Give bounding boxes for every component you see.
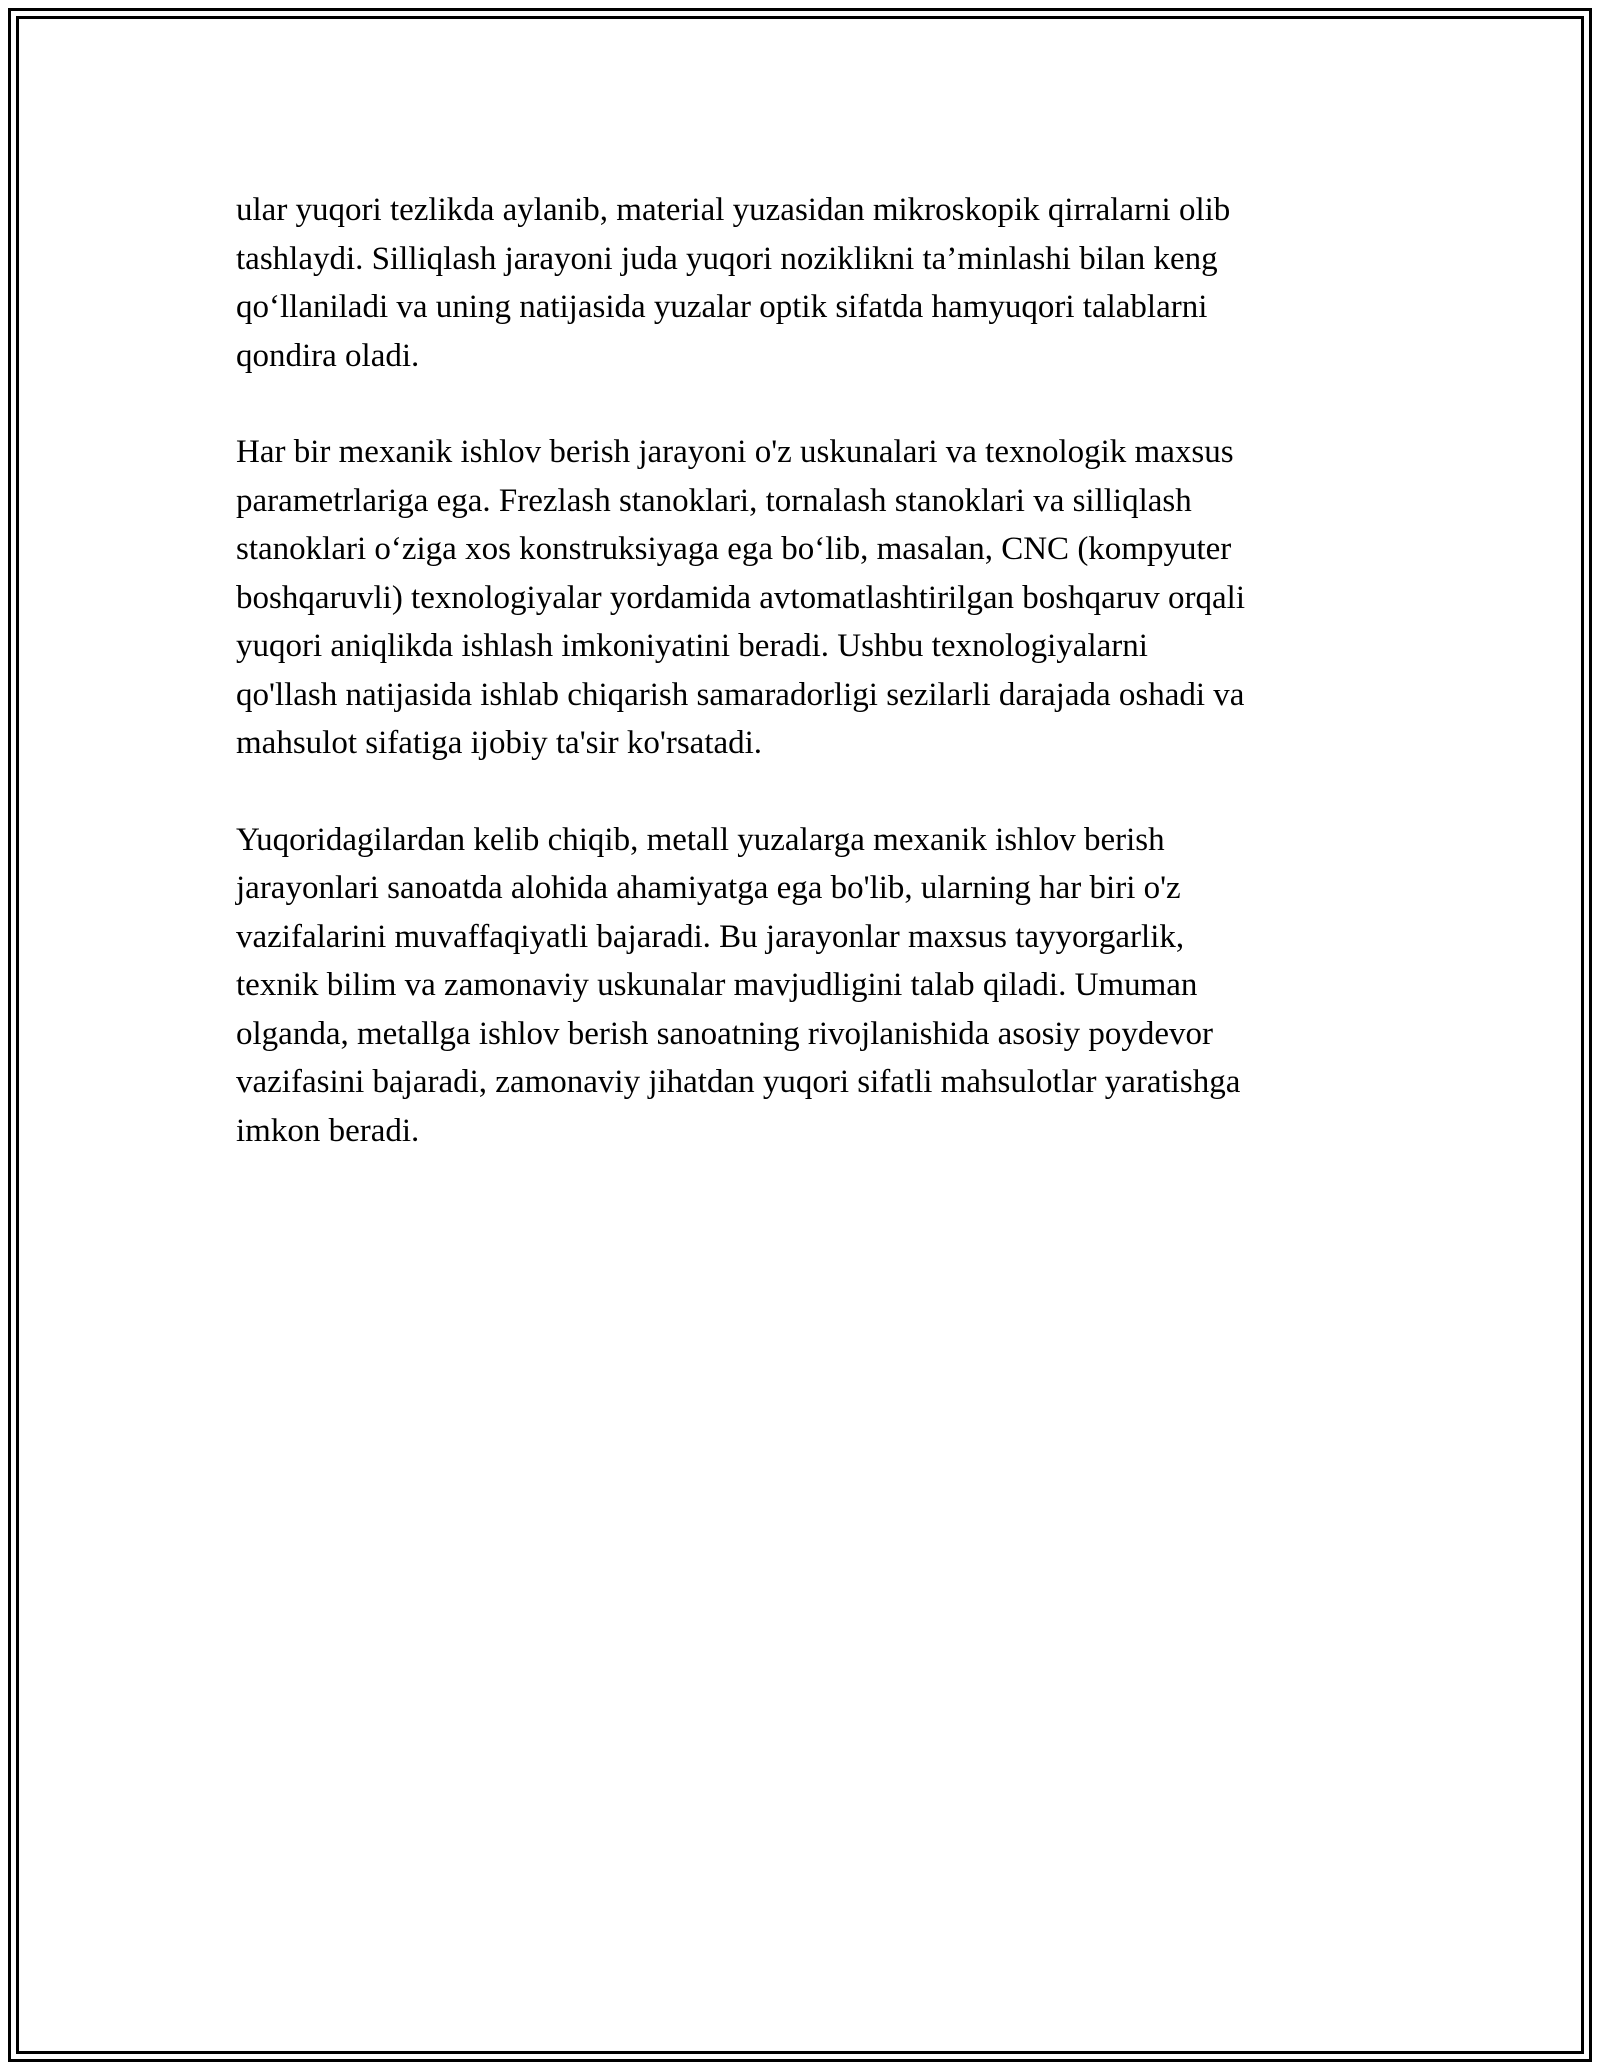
text-line: Yuqoridagilardan kelib chiqib, metall yuzalarga mexanik ishlov berish bbox=[236, 821, 1165, 858]
text-line: yuqori aniqlikda ishlash imkoniyatini beradi. Ushbu texnologiyalarni bbox=[236, 628, 1148, 664]
text-line: imkon beradi. bbox=[236, 1112, 420, 1149]
text-line: qo‘llaniladi va uning natijasida yuzalar optik sifatda hamyuqori talablarni bbox=[236, 289, 1208, 325]
text-line: ular yuqori tezlikda aylanib, material yuzasidan mikroskopik qirralarni olib bbox=[236, 192, 1231, 228]
text-line: Har bir mexanik ishlov berish jarayoni o'z uskunalari va texnologik maxsus bbox=[236, 434, 1234, 470]
text-line: olganda, metallga ishlov berish sanoatning rivojlanishida asosiy poydevor bbox=[236, 1015, 1213, 1052]
text-line: qo'llash natijasida ishlab chiqarish samaradorligi sezilarli darajada oshadi va bbox=[236, 676, 1245, 713]
text-line: qondira oladi. bbox=[236, 337, 420, 374]
text-line: vazifalarini muvaffaqiyatli bajaradi. Bu jarayonlar maxsus tayyorgarlik, bbox=[236, 918, 1185, 955]
text-line: tashlaydi. Silliqlash jarayoni juda yuqori noziklikni ta’minlashi bilan keng bbox=[236, 240, 1218, 277]
text-line: texnik bilim va zamonaviy uskunalar mavjudligini talab qiladi. Umuman bbox=[236, 967, 1198, 1003]
text-line: jarayonlari sanoatda alohida ahamiyatga ega bo'lib, ularning har biri o'z bbox=[236, 870, 1181, 906]
paragraph-2 bbox=[236, 428, 1366, 768]
text-line: parametrlariga ega. Frezlash stanoklari, tornalash stanoklari va silliqlash bbox=[236, 482, 1192, 519]
text-line: mahsulot sifatiga ijobiy ta'sir ko'rsatadi. bbox=[236, 725, 763, 761]
text-line: stanoklari o‘ziga xos konstruksiyaga ega bo‘lib, masalan, CNC (kompyuter bbox=[236, 531, 1232, 567]
document-body bbox=[236, 186, 1366, 1203]
paragraph-3 bbox=[236, 816, 1366, 1156]
text-line: boshqaruvli) texnologiyalar yordamida avtomatlashtirilgan boshqaruv orqali bbox=[236, 579, 1245, 616]
text-line: vazifasini bajaradi, zamonaviy jihatdan yuqori sifatli mahsulotlar yaratishga bbox=[236, 1064, 1241, 1100]
paragraph-1 bbox=[236, 186, 1366, 380]
